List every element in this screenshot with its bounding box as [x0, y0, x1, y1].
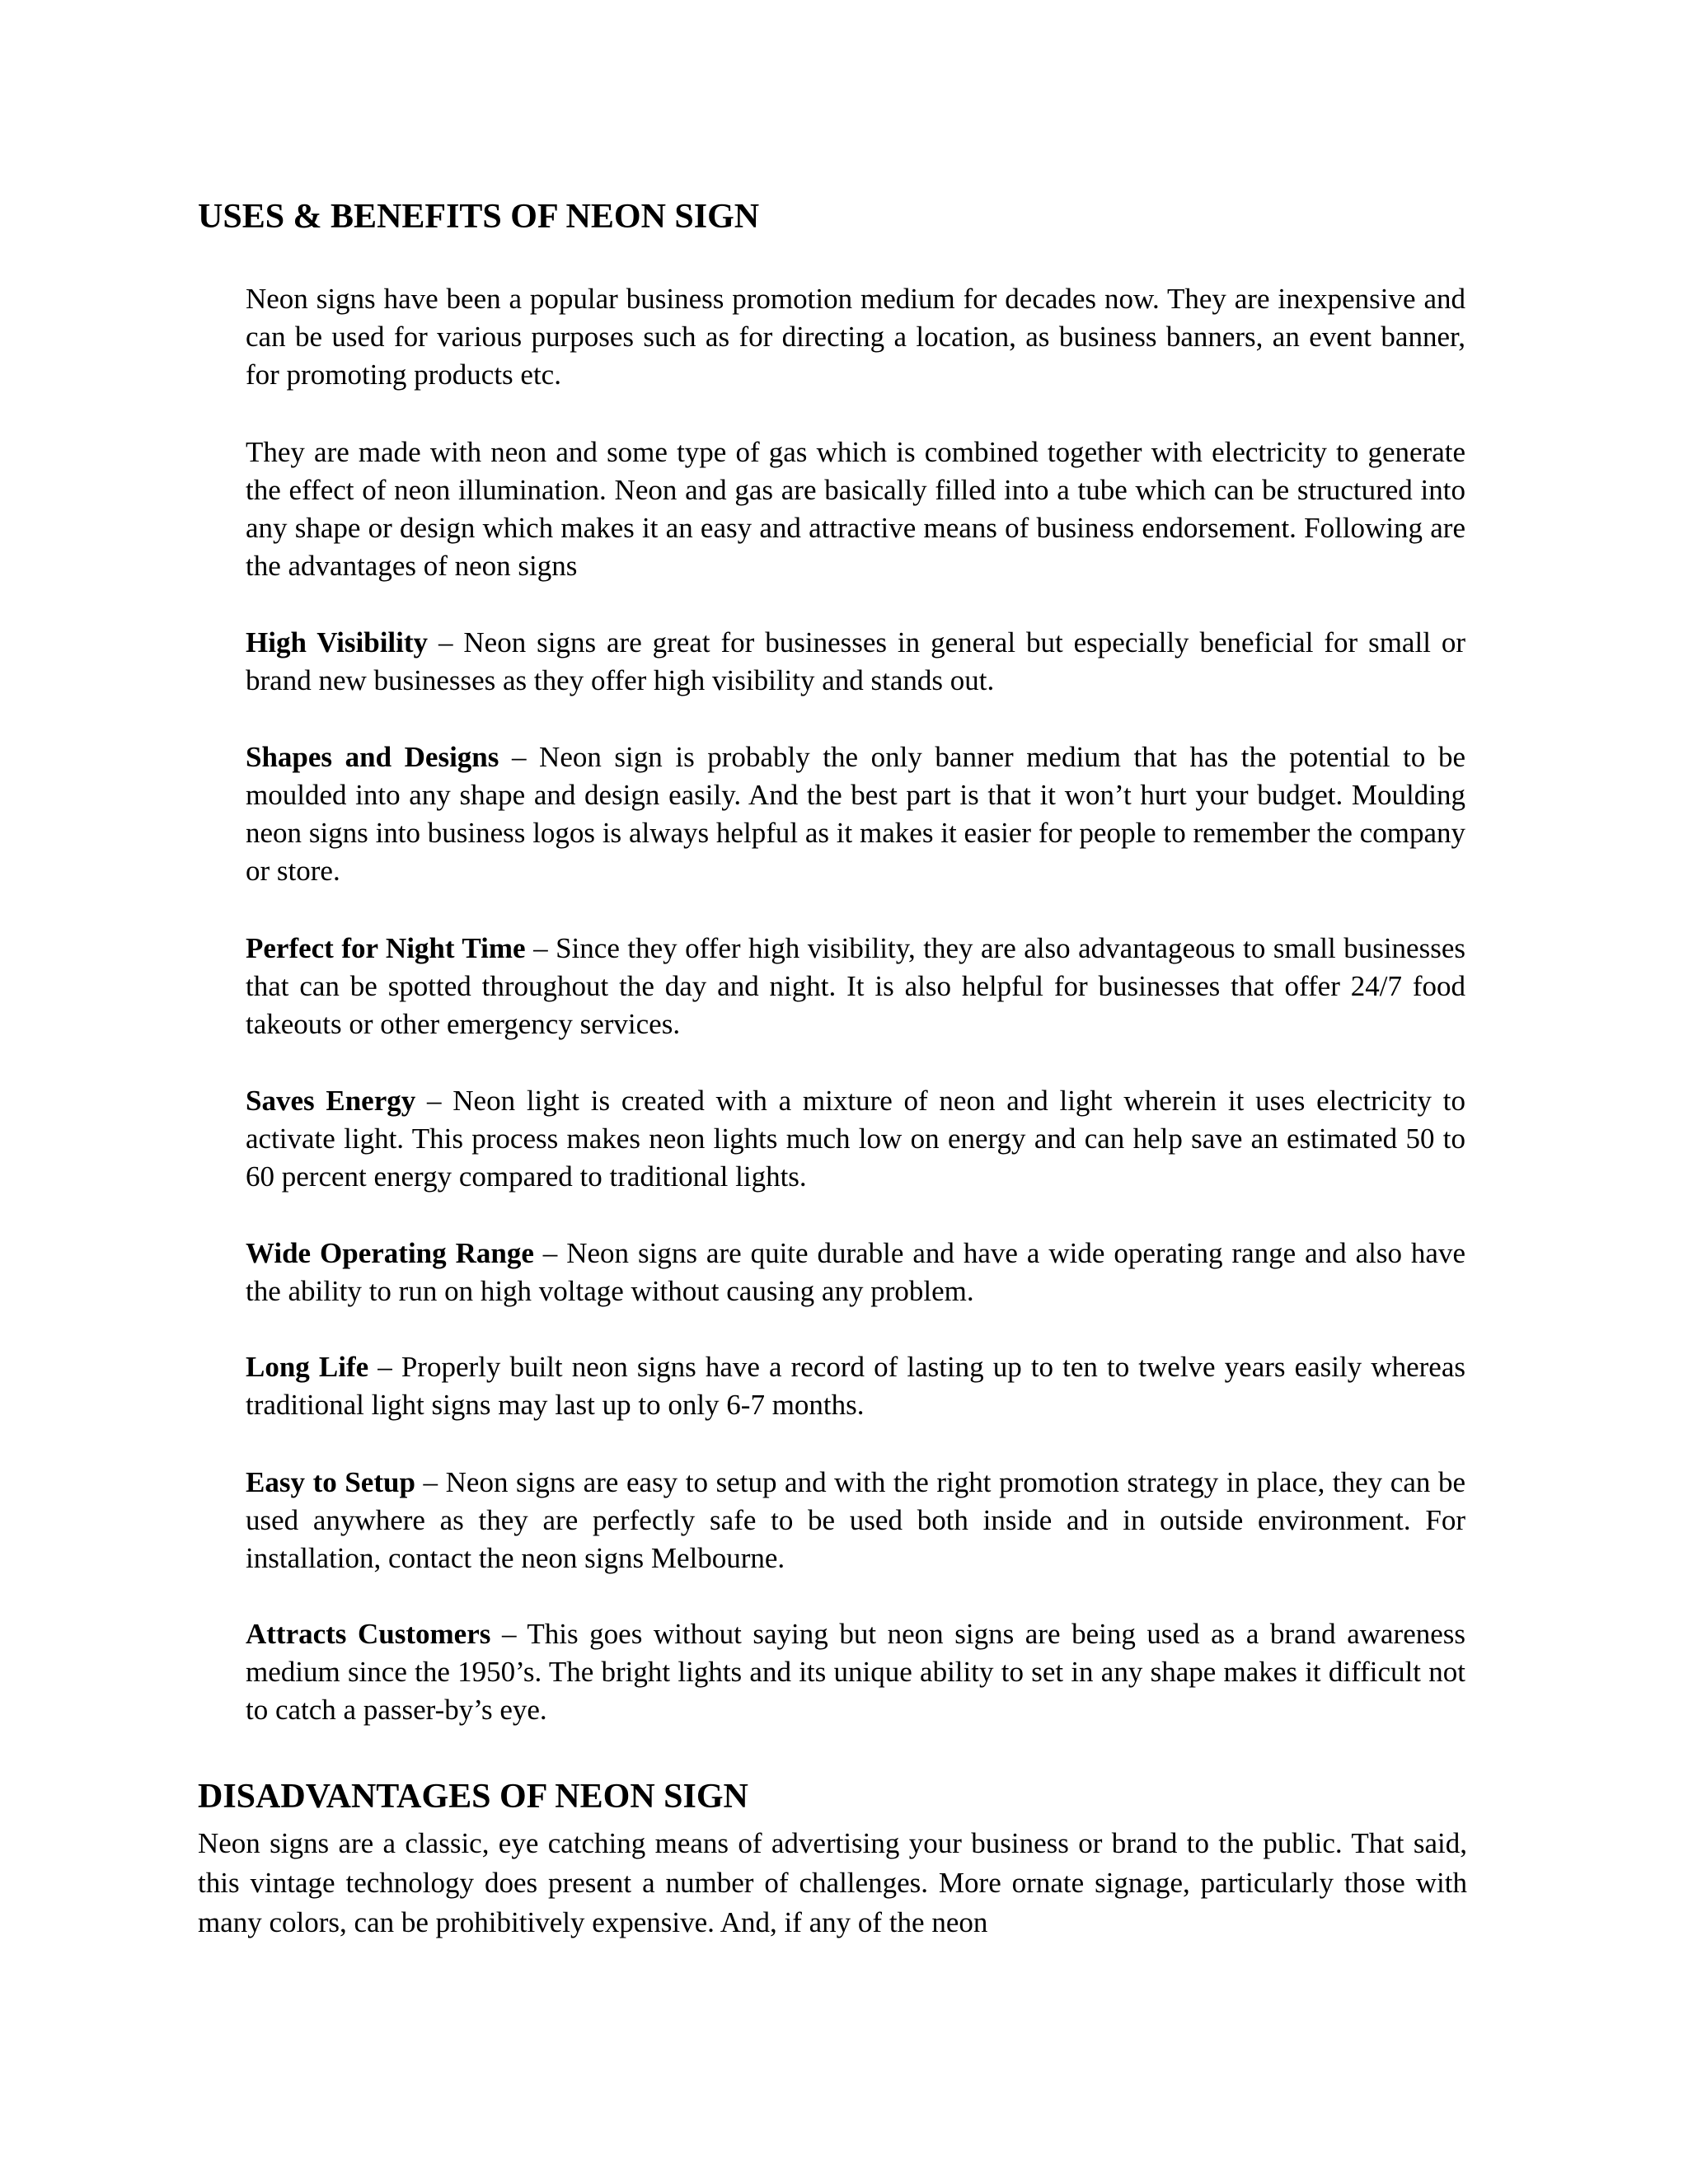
- benefit-operating-range: [246, 1235, 1465, 1310]
- disadvantages-paragraph: Neon signs are a classic, eye catching means of advertising your business or brand to the public. That said, this vintage technology does present a number of challenges. More ornate signage, particularly those with many colors, can be prohibitively expensive. And, if any of the neon: [198, 1827, 1467, 1938]
- intro-paragraph-2-block: [246, 434, 1465, 585]
- benefit-text: – Neon light is created with a mixture of neon and light wherein it uses electricity to activate light. This process makes neon lights much low on energy and can help save an estimated 50 to 60 percent energy compared to traditional lights.: [246, 1085, 1466, 1193]
- benefit-title: Saves Energy: [246, 1085, 416, 1117]
- benefit-paragraph: [246, 624, 1465, 700]
- benefit-title: Attracts Customers: [246, 1618, 491, 1650]
- benefit-long-life: [246, 1348, 1465, 1424]
- disadvantages-heading: DISADVANTAGES OF NEON SIGN: [198, 1778, 748, 1816]
- benefit-text: – Neon signs are great for businesses in general but especially beneficial for small or brand new businesses as they offer high visibility and stands out.: [246, 626, 1465, 696]
- benefit-shapes-designs: [246, 738, 1465, 890]
- benefit-title: Wide Operating Range: [246, 1237, 534, 1269]
- intro-paragraph: Neon signs have been a popular business promotion medium for decades now. They are inexpensive and can be used for various purposes such as for directing a location, as business banners, an event banner, for promoting products etc.: [246, 283, 1465, 391]
- benefit-easy-setup: [246, 1464, 1465, 1577]
- benefit-text: – Neon signs are easy to setup and with the right promotion strategy in place, they can be used anywhere as they are perfectly safe to be used both inside and in outside environment. For installation, contact the neon signs Melbourne.: [246, 1466, 1465, 1574]
- benefit-attracts-customers: [246, 1615, 1465, 1729]
- benefit-saves-energy: [246, 1082, 1465, 1196]
- benefit-paragraph: [246, 1082, 1465, 1196]
- benefit-title: Perfect for Night Time: [246, 932, 526, 964]
- benefit-text: – Since they offer high visibility, they are also advantageous to small businesses that can be spotted throughout the day and night. It is also helpful for businesses that offer 24/7 food takeouts or other emergency services.: [246, 932, 1465, 1040]
- benefit-title: Long Life: [246, 1351, 369, 1383]
- benefit-paragraph: [246, 1348, 1465, 1424]
- benefit-text: – Neon sign is probably the only banner medium that has the potential to be moulded into any shape and design easily. And the best part is that it won’t hurt your budget. Moulding neon signs into business logos is always helpful as it makes it easier for people to remember the company or store.: [246, 741, 1465, 887]
- benefit-text: – This goes without saying but neon signs are being used as a brand awareness medium since the 1950’s. The bright lights and its unique ability to set in any shape makes it difficult not to catch a passer-by’s eye.: [246, 1618, 1465, 1726]
- benefit-title: High Visibility: [246, 626, 429, 658]
- uses-benefits-heading: USES & BENEFITS OF NEON SIGN: [198, 198, 760, 236]
- benefit-paragraph: [246, 738, 1465, 890]
- benefit-paragraph: [246, 930, 1465, 1043]
- benefit-title: Shapes and Designs: [246, 741, 499, 773]
- benefit-text: – Neon signs are quite durable and have a wide operating range and also have the ability to run on high voltage without causing any problem.: [246, 1237, 1465, 1307]
- benefit-text: – Properly built neon signs have a record of lasting up to ten to twelve years easily whereas traditional light signs may last up to only 6-7 months.: [246, 1351, 1465, 1421]
- benefit-night-time: [246, 930, 1465, 1043]
- benefit-title: Easy to Setup: [246, 1466, 415, 1498]
- benefit-paragraph: [246, 1235, 1465, 1310]
- benefit-paragraph: [246, 1615, 1465, 1729]
- intro-paragraph: They are made with neon and some type of gas which is combined together with electricity to generate the effect of neon illumination. Neon and gas are basically filled into a tube which can be structured into any shape or design which makes it an easy and attractive means of business endorsement. Following are the advantages of neon signs: [246, 436, 1465, 582]
- intro-paragraph-1-block: [246, 280, 1465, 394]
- benefit-paragraph: [246, 1464, 1465, 1577]
- benefit-high-visibility: [246, 624, 1465, 700]
